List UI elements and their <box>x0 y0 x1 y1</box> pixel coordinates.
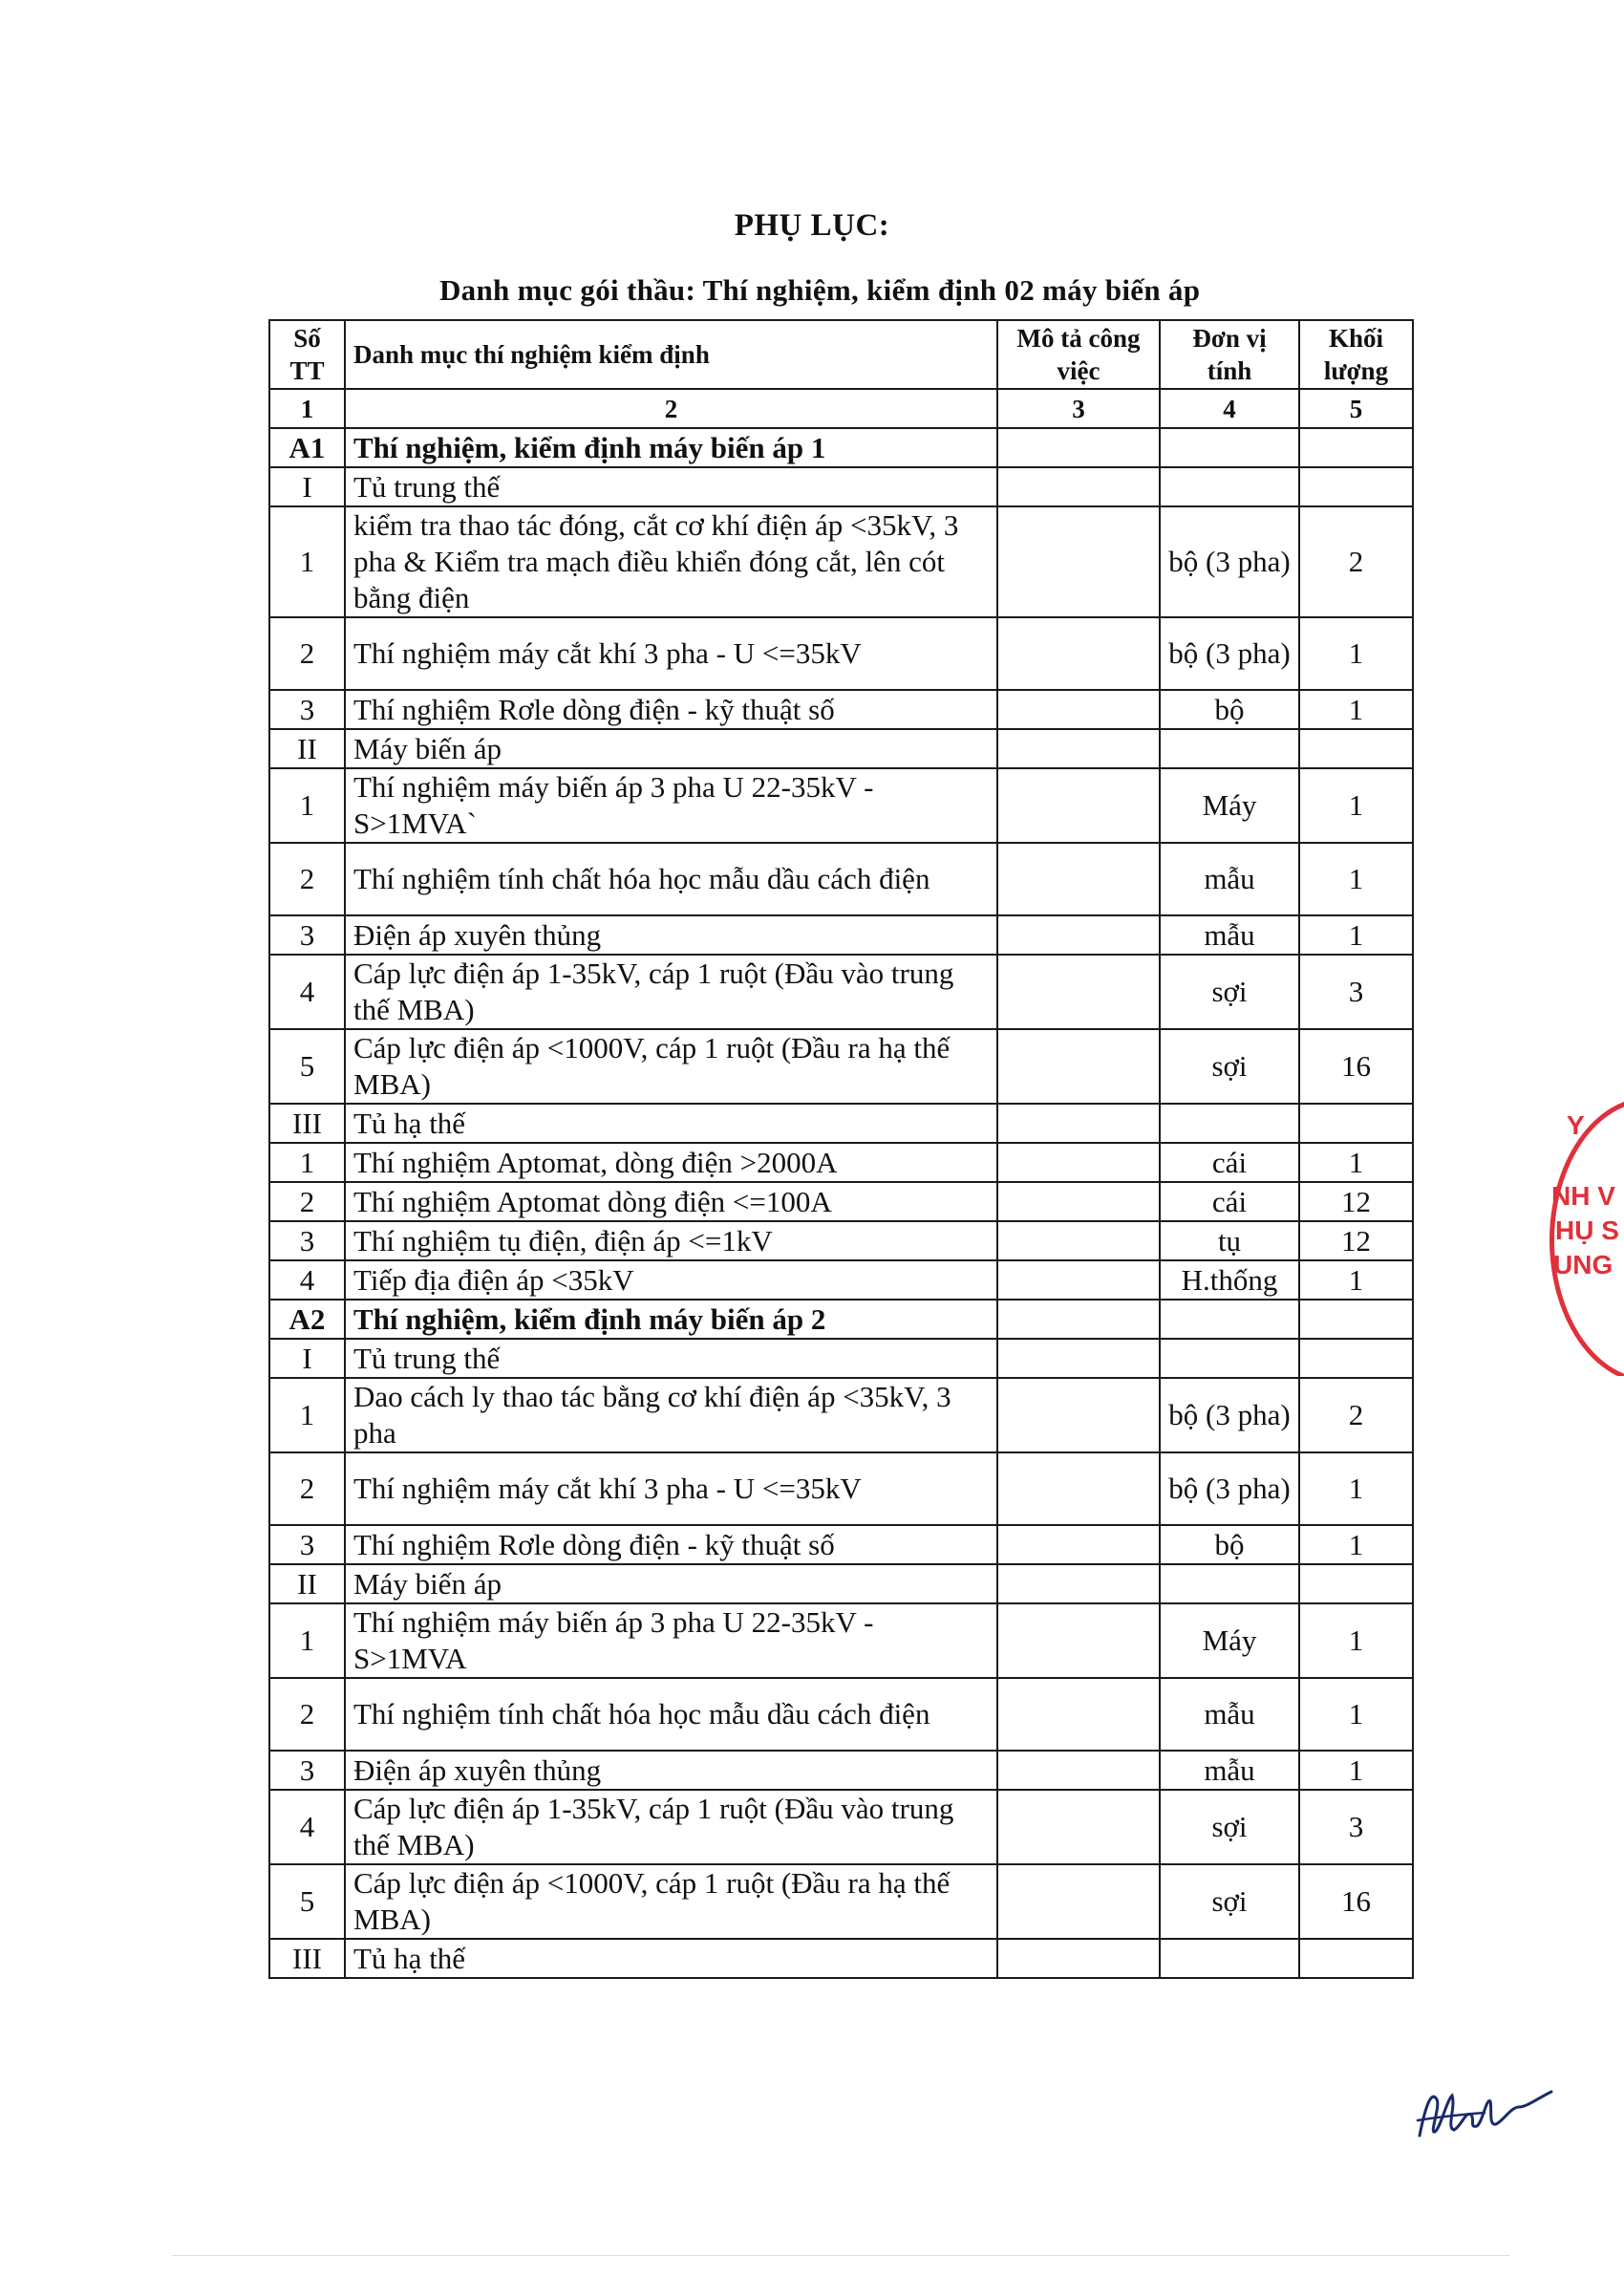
cell-name: Thí nghiệm, kiểm định máy biến áp 2 <box>345 1300 997 1339</box>
cell-desc <box>997 1678 1160 1751</box>
cell-qty: 1 <box>1299 915 1413 955</box>
cell-qty: 1 <box>1299 768 1413 843</box>
cell-qty <box>1299 1300 1413 1339</box>
cell-name: Thí nghiệm, kiểm định máy biến áp 1 <box>345 428 997 467</box>
table-row <box>269 843 1413 915</box>
table-row <box>269 1603 1413 1678</box>
group-row <box>269 729 1413 768</box>
table-row <box>269 768 1413 843</box>
cell-stt: 2 <box>269 1182 345 1221</box>
cell-name: Máy biến áp <box>345 729 997 768</box>
table-row <box>269 1029 1413 1104</box>
cell-stt: III <box>269 1104 345 1143</box>
cell-desc <box>997 690 1160 729</box>
cell-qty: 1 <box>1299 1603 1413 1678</box>
cell-stt: 4 <box>269 955 345 1029</box>
cell-stt: 4 <box>269 1790 345 1864</box>
cell-qty <box>1299 729 1413 768</box>
cell-unit <box>1160 428 1299 467</box>
cell-desc <box>997 1790 1160 1864</box>
signature <box>1412 2078 1555 2145</box>
table-row <box>269 1182 1413 1221</box>
cell-name: Tủ trung thế <box>345 1339 997 1378</box>
cell-stt: 3 <box>269 1525 345 1564</box>
cell-desc <box>997 768 1160 843</box>
cell-unit <box>1160 467 1299 506</box>
cell-desc <box>997 1525 1160 1564</box>
table-row <box>269 1378 1413 1452</box>
cell-stt: 1 <box>269 768 345 843</box>
table-row <box>269 1221 1413 1260</box>
cell-unit: bộ (3 pha) <box>1160 506 1299 617</box>
cell-stt: 3 <box>269 690 345 729</box>
table-row <box>269 690 1413 729</box>
cell-desc <box>997 467 1160 506</box>
cell-unit <box>1160 1300 1299 1339</box>
cell-desc <box>997 1143 1160 1182</box>
cell-desc <box>997 1300 1160 1339</box>
cell-qty: 16 <box>1299 1029 1413 1104</box>
cell-unit: bộ (3 pha) <box>1160 1378 1299 1452</box>
cell-name: Thí nghiệm Rơle dòng điện - kỹ thuật số <box>345 690 997 729</box>
cell-qty: 12 <box>1299 1182 1413 1221</box>
cell-stt: 2 <box>269 617 345 690</box>
cell-name: Máy biến áp <box>345 1564 997 1603</box>
cell-stt: A2 <box>269 1300 345 1339</box>
table-row <box>269 1525 1413 1564</box>
table-row <box>269 1790 1413 1864</box>
cell-desc <box>997 1339 1160 1378</box>
col-number: 4 <box>1160 389 1299 428</box>
cell-unit: sợi <box>1160 1864 1299 1939</box>
cell-name: kiểm tra thao tác đóng, cắt cơ khí điện áp <35kV, 3 pha & Kiểm tra mạch điều khiển đóng cắt, lên cót bằng điện <box>345 506 997 617</box>
table-row <box>269 1678 1413 1751</box>
stamp-text: NH V <box>1551 1181 1615 1211</box>
cell-unit: mẫu <box>1160 915 1299 955</box>
cell-qty: 1 <box>1299 1143 1413 1182</box>
cell-unit: Máy <box>1160 768 1299 843</box>
cell-desc <box>997 955 1160 1029</box>
cell-qty <box>1299 1939 1413 1978</box>
section-row <box>269 1300 1413 1339</box>
cell-unit: cái <box>1160 1182 1299 1221</box>
cell-qty: 1 <box>1299 1525 1413 1564</box>
cell-name: Cáp lực điện áp <1000V, cáp 1 ruột (Đầu ra hạ thế MBA) <box>345 1864 997 1939</box>
cell-stt: 1 <box>269 1143 345 1182</box>
cell-desc <box>997 1603 1160 1678</box>
table-row <box>269 1864 1413 1939</box>
cell-name: Cáp lực điện áp 1-35kV, cáp 1 ruột (Đầu vào trung thế MBA) <box>345 1790 997 1864</box>
cell-desc <box>997 1864 1160 1939</box>
cell-qty: 2 <box>1299 1378 1413 1452</box>
cell-unit: mẫu <box>1160 843 1299 915</box>
stamp-text: UNG <box>1553 1250 1613 1279</box>
cell-qty <box>1299 467 1413 506</box>
cell-qty: 1 <box>1299 843 1413 915</box>
cell-unit: tụ <box>1160 1221 1299 1260</box>
footer-divider <box>172 2255 1509 2256</box>
table-row <box>269 1260 1413 1300</box>
cell-unit: cái <box>1160 1143 1299 1182</box>
cell-desc <box>997 1939 1160 1978</box>
cell-unit <box>1160 1104 1299 1143</box>
cell-name: Điện áp xuyên thủng <box>345 1751 997 1790</box>
cell-desc <box>997 1182 1160 1221</box>
cell-unit: mẫu <box>1160 1751 1299 1790</box>
document-subtitle: Danh mục gói thầu: Thí nghiệm, kiểm định 02 máy biến áp <box>439 273 1201 307</box>
cell-name: Thí nghiệm tính chất hóa học mẫu dầu cách điện <box>345 843 997 915</box>
cell-name: Tủ trung thế <box>345 467 997 506</box>
cell-name: Thí nghiệm tụ điện, điện áp <=1kV <box>345 1221 997 1260</box>
table-row <box>269 1143 1413 1182</box>
cell-unit: sợi <box>1160 1029 1299 1104</box>
cell-name: Thí nghiệm máy cắt khí 3 pha - U <=35kV <box>345 1452 997 1525</box>
cell-stt: 1 <box>269 506 345 617</box>
col-number: 3 <box>997 389 1160 428</box>
cell-desc <box>997 1260 1160 1300</box>
group-row <box>269 1339 1413 1378</box>
cell-name: Thí nghiệm máy cắt khí 3 pha - U <=35kV <box>345 617 997 690</box>
col-header-stt: Số TT <box>269 320 345 389</box>
table-row <box>269 617 1413 690</box>
cell-name: Thí nghiệm máy biến áp 3 pha U 22-35kV - S>1MVA` <box>345 768 997 843</box>
cell-name: Cáp lực điện áp <1000V, cáp 1 ruột (Đầu ra hạ thế MBA) <box>345 1029 997 1104</box>
cell-qty: 3 <box>1299 1790 1413 1864</box>
cell-desc <box>997 506 1160 617</box>
item-table <box>268 319 1414 1979</box>
cell-unit: bộ (3 pha) <box>1160 617 1299 690</box>
col-header-desc: Mô tả công việc <box>997 320 1160 389</box>
cell-qty: 2 <box>1299 506 1413 617</box>
cell-qty: 16 <box>1299 1864 1413 1939</box>
cell-stt: 2 <box>269 1452 345 1525</box>
table-row <box>269 955 1413 1029</box>
group-row <box>269 467 1413 506</box>
cell-qty: 1 <box>1299 1678 1413 1751</box>
table-row <box>269 1751 1413 1790</box>
cell-qty: 1 <box>1299 1751 1413 1790</box>
cell-qty <box>1299 428 1413 467</box>
cell-desc <box>997 428 1160 467</box>
cell-stt: 2 <box>269 1678 345 1751</box>
cell-stt: 1 <box>269 1378 345 1452</box>
cell-stt: III <box>269 1939 345 1978</box>
group-row <box>269 1104 1413 1143</box>
cell-name: Thí nghiệm Rơle dòng điện - kỹ thuật số <box>345 1525 997 1564</box>
cell-qty: 12 <box>1299 1221 1413 1260</box>
red-stamp <box>1546 1089 1624 1376</box>
group-row <box>269 1939 1413 1978</box>
cell-stt: 3 <box>269 1221 345 1260</box>
col-header-unit: Đơn vị tính <box>1160 320 1299 389</box>
cell-unit: bộ <box>1160 1525 1299 1564</box>
cell-qty <box>1299 1339 1413 1378</box>
table-row <box>269 915 1413 955</box>
cell-stt: I <box>269 467 345 506</box>
stamp-text: Y <box>1567 1110 1585 1140</box>
cell-stt: II <box>269 729 345 768</box>
col-header-qty: Khối lượng <box>1299 320 1413 389</box>
cell-unit: H.thống <box>1160 1260 1299 1300</box>
cell-desc <box>997 1564 1160 1603</box>
cell-qty: 1 <box>1299 1260 1413 1300</box>
cell-unit: bộ <box>1160 690 1299 729</box>
cell-desc <box>997 1452 1160 1525</box>
cell-stt: II <box>269 1564 345 1603</box>
cell-name: Thí nghiệm Aptomat, dòng điện >2000A <box>345 1143 997 1182</box>
cell-stt: 4 <box>269 1260 345 1300</box>
cell-desc <box>997 1104 1160 1143</box>
cell-unit: bộ (3 pha) <box>1160 1452 1299 1525</box>
cell-unit <box>1160 1339 1299 1378</box>
cell-name: Thí nghiệm máy biến áp 3 pha U 22-35kV - S>1MVA <box>345 1603 997 1678</box>
header-row <box>269 320 1413 389</box>
cell-unit: mẫu <box>1160 1678 1299 1751</box>
cell-name: Thí nghiệm Aptomat dòng điện <=100A <box>345 1182 997 1221</box>
cell-name: Điện áp xuyên thủng <box>345 915 997 955</box>
col-number: 2 <box>345 389 997 428</box>
stamp-text: HỤ S <box>1555 1215 1619 1245</box>
cell-stt: 5 <box>269 1864 345 1939</box>
cell-qty: 1 <box>1299 1452 1413 1525</box>
column-number-row <box>269 389 1413 428</box>
cell-unit <box>1160 1939 1299 1978</box>
col-number: 5 <box>1299 389 1413 428</box>
cell-desc <box>997 617 1160 690</box>
col-number: 1 <box>269 389 345 428</box>
cell-stt: I <box>269 1339 345 1378</box>
cell-stt: A1 <box>269 428 345 467</box>
cell-desc <box>997 1751 1160 1790</box>
cell-stt: 1 <box>269 1603 345 1678</box>
cell-unit <box>1160 1564 1299 1603</box>
cell-desc <box>997 843 1160 915</box>
section-row <box>269 428 1413 467</box>
cell-qty: 1 <box>1299 690 1413 729</box>
cell-name: Thí nghiệm tính chất hóa học mẫu dầu cách điện <box>345 1678 997 1751</box>
cell-stt: 3 <box>269 915 345 955</box>
cell-desc <box>997 1029 1160 1104</box>
cell-unit: Máy <box>1160 1603 1299 1678</box>
cell-qty <box>1299 1564 1413 1603</box>
cell-desc <box>997 1378 1160 1452</box>
cell-name: Dao cách ly thao tác bằng cơ khí điện áp <35kV, 3 pha <box>345 1378 997 1452</box>
cell-stt: 2 <box>269 843 345 915</box>
cell-name: Tủ hạ thế <box>345 1939 997 1978</box>
page-title: PHỤ LỤC: <box>734 208 890 243</box>
table-row <box>269 1452 1413 1525</box>
group-row <box>269 1564 1413 1603</box>
cell-qty: 1 <box>1299 617 1413 690</box>
cell-name: Tiếp địa điện áp <35kV <box>345 1260 997 1300</box>
cell-desc <box>997 915 1160 955</box>
cell-stt: 5 <box>269 1029 345 1104</box>
cell-unit <box>1160 729 1299 768</box>
cell-name: Cáp lực điện áp 1-35kV, cáp 1 ruột (Đầu vào trung thế MBA) <box>345 955 997 1029</box>
cell-qty: 3 <box>1299 955 1413 1029</box>
cell-stt: 3 <box>269 1751 345 1790</box>
table-row <box>269 506 1413 617</box>
cell-desc <box>997 729 1160 768</box>
cell-desc <box>997 1221 1160 1260</box>
col-header-name: Danh mục thí nghiệm kiểm định <box>345 320 997 389</box>
cell-qty <box>1299 1104 1413 1143</box>
cell-unit: sợi <box>1160 1790 1299 1864</box>
cell-name: Tủ hạ thế <box>345 1104 997 1143</box>
cell-unit: sợi <box>1160 955 1299 1029</box>
